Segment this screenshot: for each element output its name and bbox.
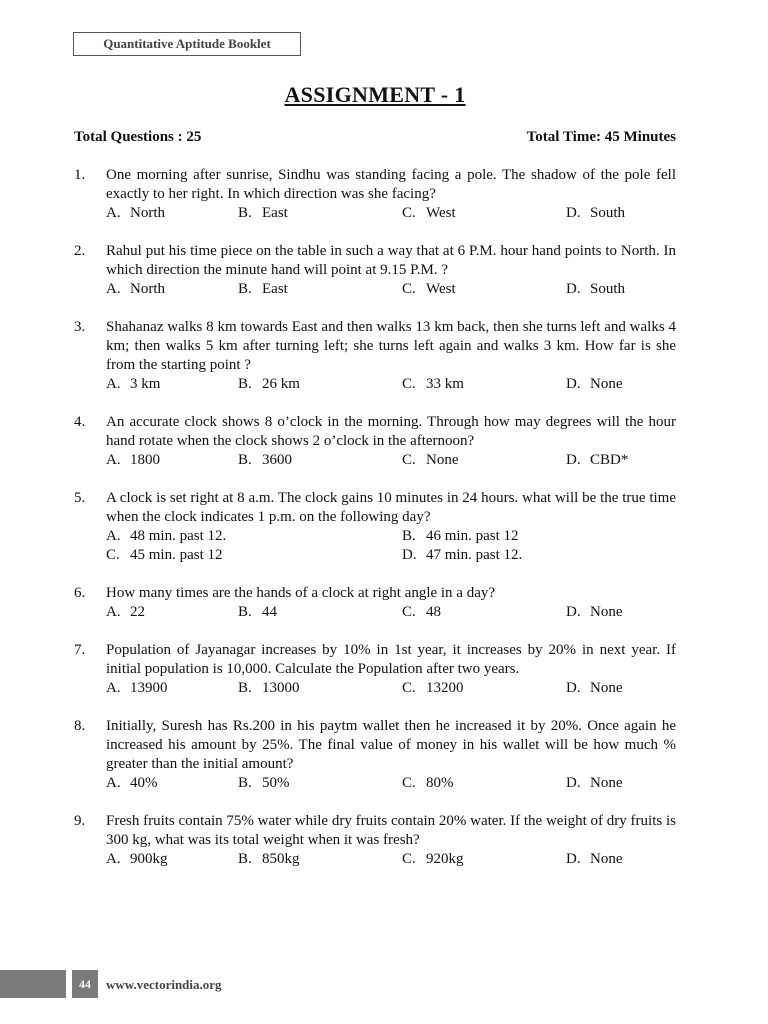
total-time: Total Time: 45 Minutes xyxy=(526,129,676,145)
option-letter: B. xyxy=(238,851,252,867)
option-letter: D. xyxy=(402,547,417,563)
option-letter: A. xyxy=(106,205,121,221)
option-d xyxy=(566,280,625,299)
option-b xyxy=(402,527,676,546)
option-text: 48 xyxy=(426,604,441,620)
option-letter: D. xyxy=(566,281,581,297)
option-list xyxy=(106,603,676,622)
option-text: North xyxy=(130,205,165,221)
option-d xyxy=(566,603,623,622)
option-d xyxy=(402,546,676,565)
question-4 xyxy=(74,413,676,470)
question-text: A clock is set right at 8 a.m. The clock gains 10 minutes in 24 hours. what will be the true time when the clock indicates 1 p.m. on the following day? xyxy=(106,490,676,525)
option-b xyxy=(238,679,402,698)
option-list xyxy=(106,679,676,698)
option-text: 13900 xyxy=(130,680,168,696)
option-text: 900kg xyxy=(130,851,168,867)
option-letter: D. xyxy=(566,452,581,468)
option-list xyxy=(106,527,676,565)
question-text: Initially, Suresh has Rs.200 in his paytm wallet then he increased it by 20%. Once again he increased his amount by 25%. The final value of money in his wallet will be how much % greater than the initial amount? xyxy=(106,718,676,772)
option-c xyxy=(402,204,566,223)
option-letter: A. xyxy=(106,281,121,297)
option-text: None xyxy=(426,452,459,468)
option-a xyxy=(106,603,238,622)
question-5 xyxy=(74,489,676,565)
option-list xyxy=(106,774,676,793)
option-text: 47 min. past 12. xyxy=(426,547,523,563)
question-text: An accurate clock shows 8 o’clock in the morning. Through how may degrees will the hour hand rotate when the clock shows 2 o’clock in the afternoon? xyxy=(106,414,676,449)
option-letter: B. xyxy=(238,775,252,791)
option-a xyxy=(106,451,238,470)
option-list xyxy=(106,451,676,470)
option-c xyxy=(402,679,566,698)
option-list xyxy=(106,850,676,869)
option-letter: B. xyxy=(238,604,252,620)
option-list xyxy=(106,280,676,299)
option-text: 50% xyxy=(262,775,290,791)
option-c xyxy=(106,546,402,565)
option-b xyxy=(238,375,402,394)
option-b xyxy=(238,603,402,622)
option-letter: D. xyxy=(566,205,581,221)
option-letter: C. xyxy=(402,205,416,221)
option-c xyxy=(402,451,566,470)
option-letter: B. xyxy=(238,281,252,297)
option-letter: B. xyxy=(402,528,416,544)
question-text: Population of Jayanagar increases by 10% in 1st year, it increases by 20% in next year. If initial population is 10,000. Calculate the Population after two years. xyxy=(106,642,676,677)
option-text: None xyxy=(590,775,623,791)
question-number: 2. xyxy=(74,243,86,259)
question-text: Rahul put his time piece on the table in such a way that at 6 P.M. hour hand points to North. In which direction the minute hand will point at 9.15 P.M. ? xyxy=(106,243,676,278)
option-letter: B. xyxy=(238,376,252,392)
total-questions: Total Questions : 25 xyxy=(74,129,202,145)
option-letter: D. xyxy=(566,604,581,620)
option-d xyxy=(566,451,628,470)
option-text: None xyxy=(590,604,623,620)
option-text: 44 xyxy=(262,604,277,620)
option-text: North xyxy=(130,281,165,297)
option-letter: C. xyxy=(106,547,120,563)
option-text: 40% xyxy=(130,775,158,791)
option-b xyxy=(238,204,402,223)
option-text: East xyxy=(262,205,288,221)
option-letter: A. xyxy=(106,775,121,791)
footer-url: www.vectorindia.org xyxy=(106,977,222,992)
booklet-label: Quantitative Aptitude Booklet xyxy=(73,32,301,56)
option-letter: C. xyxy=(402,604,416,620)
option-c xyxy=(402,280,566,299)
option-list xyxy=(106,375,676,394)
option-d xyxy=(566,204,625,223)
option-text: West xyxy=(426,281,456,297)
option-a xyxy=(106,280,238,299)
option-b xyxy=(238,451,402,470)
option-text: 48 min. past 12. xyxy=(130,528,227,544)
option-letter: D. xyxy=(566,376,581,392)
option-d xyxy=(566,850,623,869)
option-text: 850kg xyxy=(262,851,300,867)
option-c xyxy=(402,603,566,622)
question-number: 1. xyxy=(74,167,86,183)
option-a xyxy=(106,204,238,223)
question-number: 5. xyxy=(74,490,86,506)
option-a xyxy=(106,774,238,793)
question-number: 6. xyxy=(74,585,86,601)
option-text: 33 km xyxy=(426,376,464,392)
option-c xyxy=(402,774,566,793)
option-letter: C. xyxy=(402,775,416,791)
option-letter: C. xyxy=(402,281,416,297)
option-letter: D. xyxy=(566,775,581,791)
question-text: Fresh fruits contain 75% water while dry fruits contain 20% water. If the weight of dry fruits is 300 kg, what was its total weight when it was fresh? xyxy=(106,813,676,848)
option-text: 3600 xyxy=(262,452,292,468)
option-letter: A. xyxy=(106,851,121,867)
question-number: 7. xyxy=(74,642,86,658)
option-c xyxy=(402,850,566,869)
option-text: 13000 xyxy=(262,680,300,696)
option-d xyxy=(566,679,623,698)
option-letter: C. xyxy=(402,376,416,392)
option-list xyxy=(106,204,676,223)
option-text: 46 min. past 12 xyxy=(426,528,519,544)
option-letter: B. xyxy=(238,680,252,696)
option-letter: A. xyxy=(106,452,121,468)
option-text: West xyxy=(426,205,456,221)
question-text: How many times are the hands of a clock at right angle in a day? xyxy=(106,585,496,601)
page-number: 44 xyxy=(72,970,98,998)
option-letter: C. xyxy=(402,851,416,867)
option-a xyxy=(106,850,238,869)
question-text: Shahanaz walks 8 km towards East and then walks 13 km back, then she turns left and walks 4 km; then walks 5 km after turning left; she turns left again and walks 3 km. How far is she from the starting point ? xyxy=(106,319,676,373)
question-2 xyxy=(74,242,676,299)
option-d xyxy=(566,375,623,394)
option-text: 22 xyxy=(130,604,145,620)
option-letter: D. xyxy=(566,851,581,867)
option-text: CBD* xyxy=(590,452,629,468)
option-text: 13200 xyxy=(426,680,464,696)
option-text: None xyxy=(590,851,623,867)
option-letter: A. xyxy=(106,376,121,392)
option-text: South xyxy=(590,281,626,297)
question-7 xyxy=(74,641,676,698)
option-text: 1800 xyxy=(130,452,160,468)
option-letter: A. xyxy=(106,528,121,544)
question-3 xyxy=(74,318,676,394)
option-text: 80% xyxy=(426,775,454,791)
option-b xyxy=(238,774,402,793)
option-letter: C. xyxy=(402,452,416,468)
question-9 xyxy=(74,812,676,869)
option-d xyxy=(566,774,623,793)
option-c xyxy=(402,375,566,394)
option-text: 26 km xyxy=(262,376,300,392)
option-letter: A. xyxy=(106,680,121,696)
option-b xyxy=(238,280,402,299)
option-letter: D. xyxy=(566,680,581,696)
question-1 xyxy=(74,166,676,223)
question-list xyxy=(74,166,676,888)
option-letter: A. xyxy=(106,604,121,620)
option-letter: B. xyxy=(238,205,252,221)
option-a xyxy=(106,679,238,698)
option-a xyxy=(106,375,238,394)
question-6 xyxy=(74,584,676,622)
question-number: 3. xyxy=(74,319,86,335)
option-text: None xyxy=(590,376,623,392)
question-text: One morning after sunrise, Sindhu was standing facing a pole. The shadow of the pole fell exactly to her right. In which direction was she facing? xyxy=(106,167,676,202)
question-number: 8. xyxy=(74,718,86,734)
question-number: 9. xyxy=(74,813,86,829)
question-number: 4. xyxy=(74,414,86,430)
footer-bar xyxy=(0,970,66,998)
option-text: 3 km xyxy=(130,376,161,392)
page-title: ASSIGNMENT - 1 xyxy=(284,82,466,107)
option-text: South xyxy=(590,205,626,221)
option-a xyxy=(106,527,402,546)
option-text: East xyxy=(262,281,288,297)
option-text: 920kg xyxy=(426,851,464,867)
option-b xyxy=(238,850,402,869)
option-letter: C. xyxy=(402,680,416,696)
option-letter: B. xyxy=(238,452,252,468)
option-text: 45 min. past 12 xyxy=(130,547,223,563)
option-text: None xyxy=(590,680,623,696)
question-8 xyxy=(74,717,676,793)
